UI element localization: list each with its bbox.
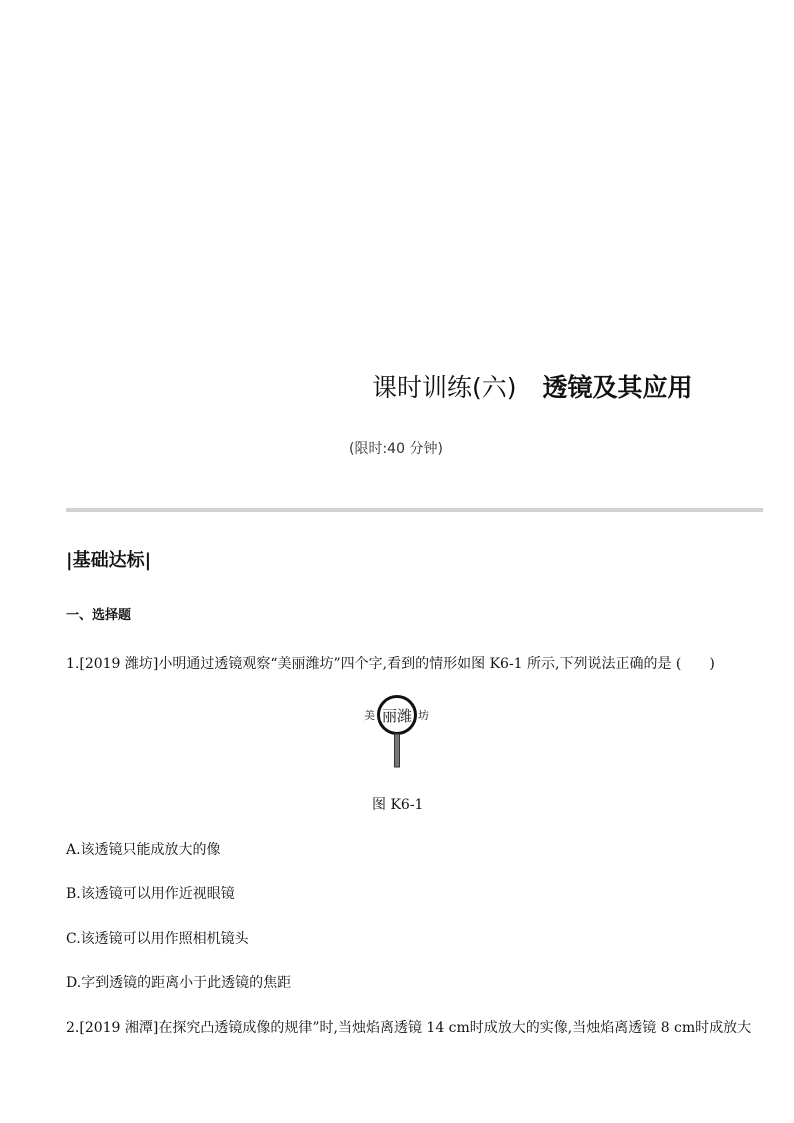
option-c: C.该透镜可以用作照相机镜头 xyxy=(66,931,249,947)
page-title xyxy=(372,368,693,404)
section-heading: |基础达标| xyxy=(66,550,152,571)
figure-caption: 图 K6-1 xyxy=(372,797,424,813)
figure-right-char: 坊 xyxy=(418,709,429,722)
figure-lens-text: 丽潍 xyxy=(381,707,413,725)
section-divider xyxy=(66,508,763,512)
question-2-stem: 2.[2019 湘潭]在探究凸透镜成像的规律”时,当烛焰离透镜 14 cm时成放大的实像,当烛焰离透镜 8 cm时成放大 xyxy=(66,1020,752,1036)
subsection-heading: 一、选择题 xyxy=(66,608,132,623)
option-a: A.该透镜只能成放大的像 xyxy=(66,842,221,858)
magnifier-handle-icon xyxy=(395,734,400,767)
option-d: D.字到透镜的距离小于此透镜的焦距 xyxy=(66,975,292,991)
option-b: B.该透镜可以用作近视眼镜 xyxy=(66,886,235,902)
figure-left-char: 美 xyxy=(364,709,375,722)
title-main: 课时训练(六) xyxy=(372,373,517,402)
magnifier-figure xyxy=(360,690,440,772)
title-sub: 透镜及其应用 xyxy=(542,373,693,402)
question-1-stem: 1.[2019 潍坊]小明通过透镜观察“美丽潍坊”四个字,看到的情形如图 K6-1 所示,下列说法正确的是 ( ) xyxy=(66,656,715,672)
time-limit: (限时:40 分钟) xyxy=(349,441,443,457)
